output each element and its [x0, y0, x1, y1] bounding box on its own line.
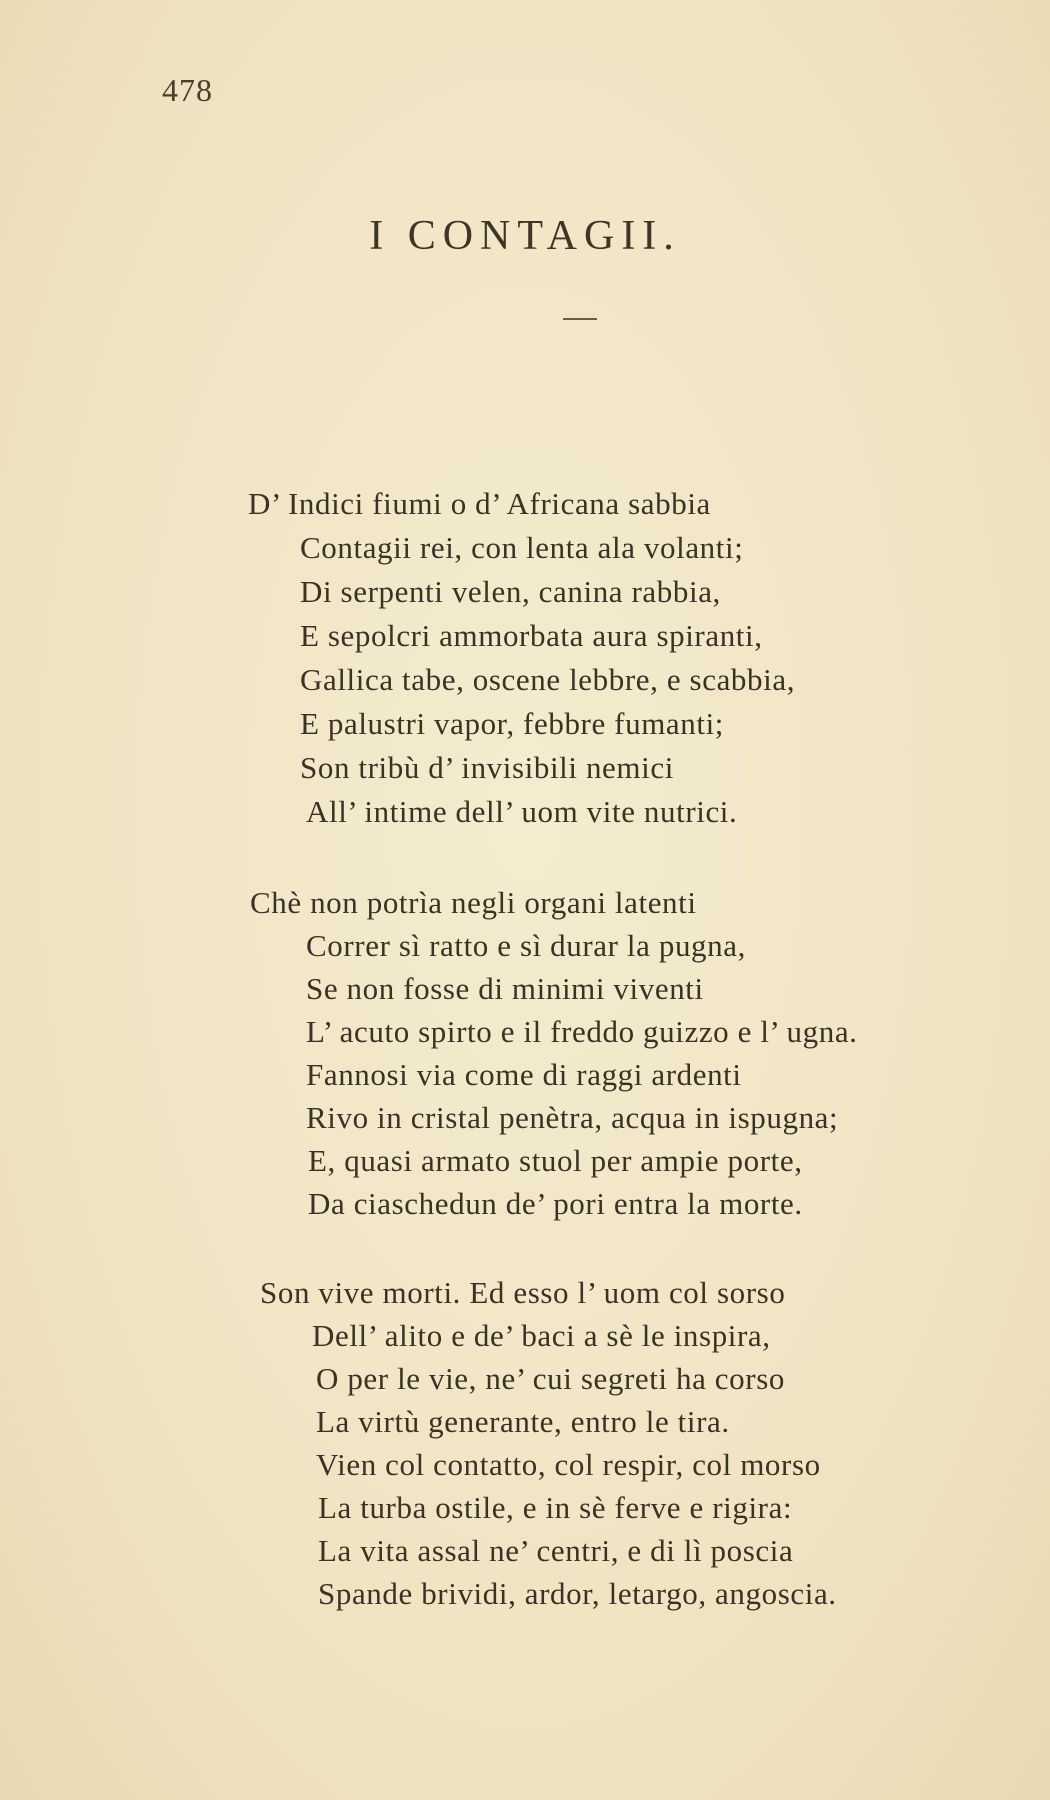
verse-line: Rivo in cristal penètra, acqua in ispugna;	[306, 1100, 839, 1135]
verse-line: L’ acuto spirto e il freddo guizzo e l’ ugna.	[306, 1014, 858, 1049]
verse-line: La vita assal ne’ centri, e di lì poscia	[318, 1533, 794, 1568]
verse-line: E palustri vapor, febbre fumanti;	[300, 706, 725, 741]
verse-line: O per le vie, ne’ cui segreti ha corso	[316, 1361, 785, 1396]
verse-line: Di serpenti velen, canina rabbia,	[300, 574, 721, 609]
verse-line: Spande brividi, ardor, letargo, angoscia.	[318, 1576, 837, 1611]
poem-title: I CONTAGII.	[369, 213, 681, 259]
title-rule	[563, 318, 597, 320]
verse-line: Son vive morti. Ed esso l’ uom col sorso	[260, 1275, 786, 1310]
verse-line: Da ciaschedun de’ pori entra la morte.	[308, 1186, 803, 1221]
verse-line: La turba ostile, e in sè ferve e rigira:	[318, 1490, 793, 1525]
verse-line: D’ Indici fiumi o d’ Africana sabbia	[248, 486, 711, 521]
verse-line: Vien col contatto, col respir, col morso	[316, 1447, 821, 1482]
verse-line: Contagii rei, con lenta ala volanti;	[300, 530, 744, 565]
verse-line: E sepolcri ammorbata aura spiranti,	[300, 618, 763, 653]
page-number: 478	[162, 72, 213, 108]
verse-line: La virtù generante, entro le tira.	[316, 1404, 730, 1439]
verse-line: Chè non potrìa negli organi latenti	[250, 885, 697, 920]
verse-line: Fannosi via come di raggi ardenti	[306, 1057, 742, 1092]
verse-line: Gallica tabe, oscene lebbre, e scabbia,	[300, 662, 796, 697]
verse-line: Dell’ alito e de’ baci a sè le inspira,	[312, 1318, 771, 1353]
verse-line: Son tribù d’ invisibili nemici	[300, 750, 674, 785]
verse-line: Se non fosse di minimi viventi	[306, 971, 704, 1006]
verse-line: E, quasi armato stuol per ampie porte,	[308, 1143, 803, 1178]
verse-line: Correr sì ratto e sì durar la pugna,	[306, 928, 746, 963]
verse-line: All’ intime dell’ uom vite nutrici.	[306, 794, 738, 829]
